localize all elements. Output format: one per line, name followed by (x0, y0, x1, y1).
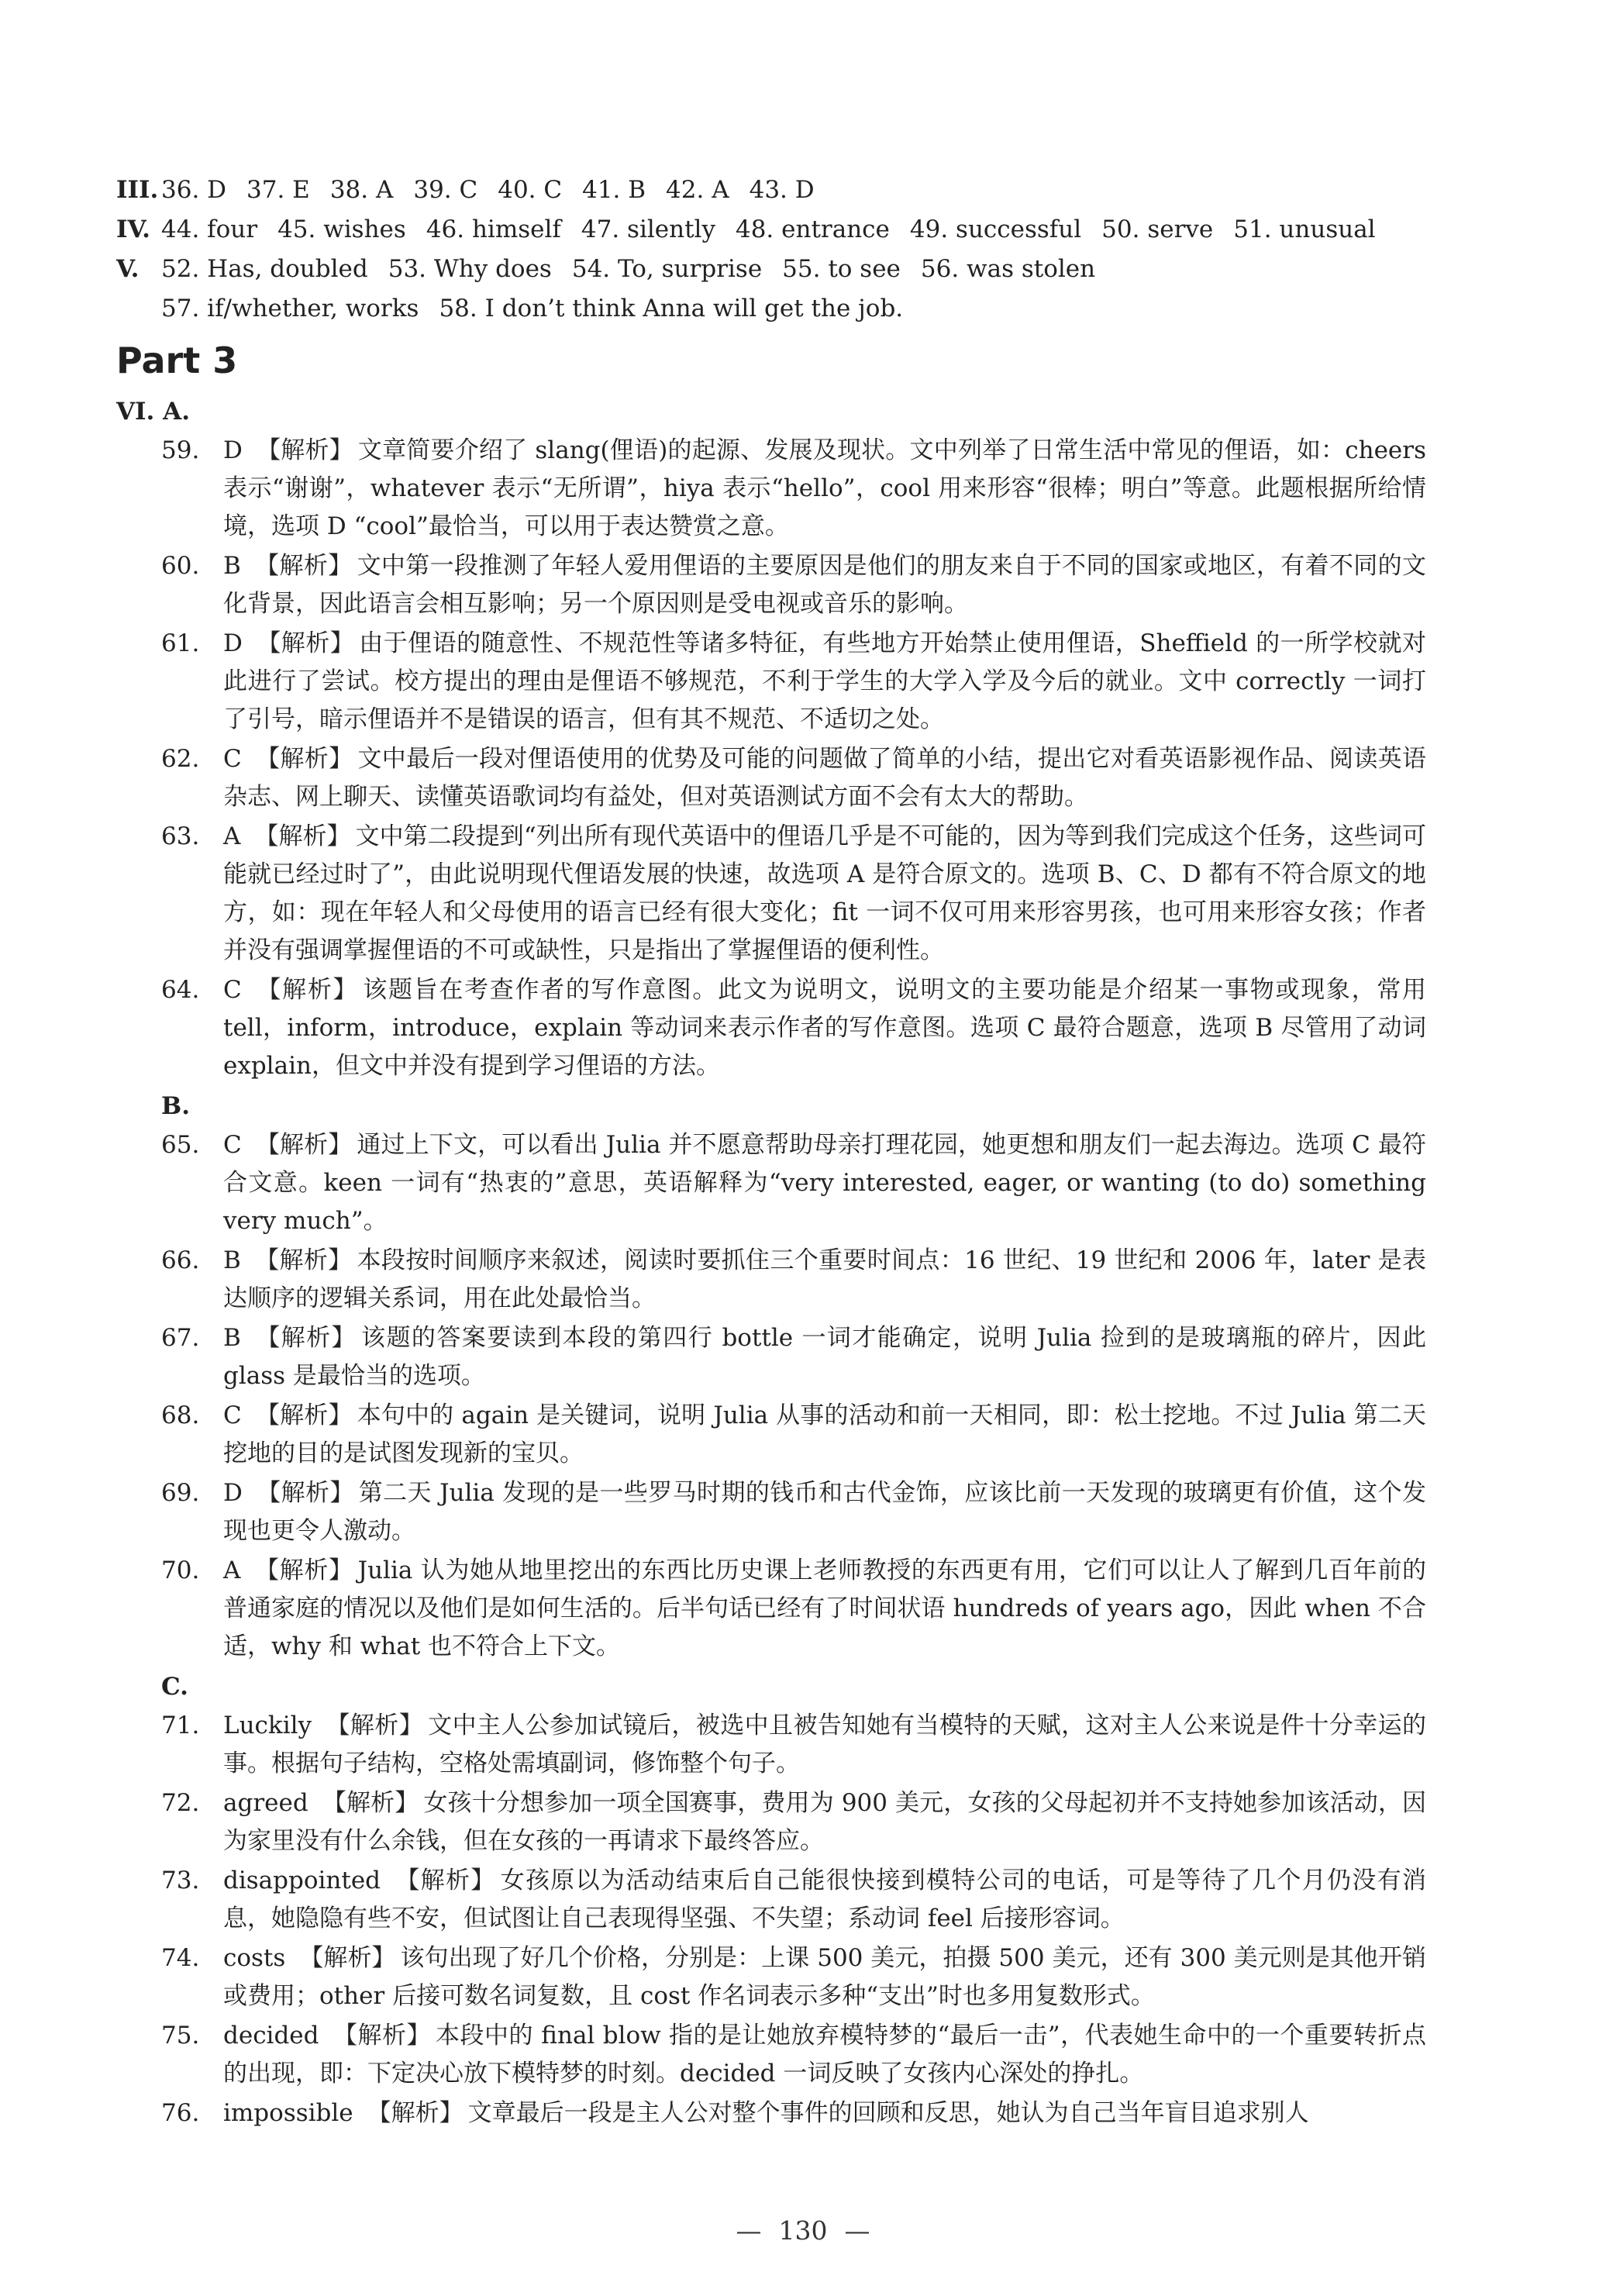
answer-item: 44. four (161, 215, 258, 243)
analysis-text: Julia 认为她从地里挖出的东西比历史课上老师教授的东西更有用，它们可以让人了解到几百年前的普通家庭的情况以及他们是如何生活的。后半句话已经有了时间状语 hundreds of years ago，因此 when 不合适，why 和 what 也不符合上下文。 (223, 1557, 1426, 1660)
analysis-tag: 【解析】 (255, 745, 353, 773)
analysis-tag: 【解析】 (254, 1557, 353, 1584)
question-64 (116, 971, 1426, 1085)
footer-dash: — (736, 2215, 762, 2246)
question-75 (116, 2017, 1426, 2093)
answer-item: 38. A (329, 176, 394, 204)
answer-item: 50. serve (1101, 215, 1214, 243)
analysis-tag: 【解析】 (299, 1944, 396, 1972)
question-answer: C (223, 1131, 242, 1159)
section-v (116, 250, 1426, 289)
section-vi-c-heading: C. (161, 1673, 188, 1701)
analysis-tag: 【解析】 (256, 436, 353, 464)
part-title: Part 3 (116, 340, 238, 381)
analysis-text: 文中第一段推测了年轻人爱用俚语的主要原因是他们的朋友来自于不同的国家或地区，有着不同的文化背景，因此语言会相互影响；另一个原因则是受电视或音乐的影响。 (223, 552, 1426, 618)
section-vi-b-heading: B. (161, 1092, 190, 1120)
analysis-tag: 【解析】 (256, 1479, 354, 1507)
section-vi-a-heading: VI. A. (116, 398, 190, 426)
analysis-tag: 【解析】 (326, 1712, 424, 1739)
question-answer: B (223, 1246, 241, 1274)
question-61 (116, 625, 1426, 739)
question-answer: A (223, 822, 241, 850)
question-number: 68. (161, 1401, 200, 1429)
section-label: III. (116, 176, 159, 204)
question-answer: Luckily (223, 1712, 312, 1739)
question-number: 76. (161, 2099, 200, 2127)
question-70 (116, 1552, 1426, 1666)
answer-item: 39. C (413, 176, 478, 204)
question-number: 75. (161, 2022, 200, 2050)
question-answer: D (223, 436, 243, 464)
question-answer: decided (223, 2022, 319, 2050)
answer-item: 43. D (749, 176, 815, 204)
answer-item: 51. unusual (1233, 215, 1376, 243)
analysis-tag: 【解析】 (254, 822, 351, 850)
question-answer: C (223, 745, 242, 773)
question-76 (116, 2094, 1426, 2132)
analysis-text: 文中最后一段对俚语使用的优势及可能的问题做了简单的小结，提出它对看英语影视作品、阅读英语杂志、网上聊天、读懂英语歌词均有益处，但对英语测试方面不会有太大的帮助。 (223, 745, 1427, 811)
question-number: 66. (161, 1246, 200, 1274)
answer-item: 52. Has, doubled (161, 255, 368, 283)
question-number: 60. (161, 552, 200, 580)
analysis-text: 由于俚语的随意性、不规范性等诸多特征，有些地方开始禁止使用俚语，Sheffield 的一所学校就对此进行了尝试。校方提出的理由是俚语不够规范，不利于学生的大学入学及今后的就业。文中 correctly 一词打了引号，暗示俚语并不是错误的语言，但有其不规范、不适切之处。 (223, 629, 1426, 733)
section-label: V. (116, 255, 140, 283)
answer-item: 48. entrance (735, 215, 890, 243)
analysis-text: 该题的答案要读到本段的第四行 bottle 一词才能确定，说明 Julia 捡到的是玻璃瓶的碎片，因此 glass 是最恰当的选项。 (223, 1324, 1426, 1390)
question-answer: D (223, 629, 243, 657)
question-answer: C (223, 1401, 242, 1429)
question-number: 61. (161, 629, 200, 657)
analysis-text: 该句出现了好几个价格，分别是：上课 500 美元，拍摄 500 美元，还有 300 美元则是其他开销或费用；other 后接可数名词复数，且 cost 作名词表示多种“支出”时也多用复数形式。 (223, 1944, 1426, 2010)
question-answer: B (223, 552, 241, 580)
answer-item: 40. C (498, 176, 563, 204)
answer-item: 42. A (666, 176, 729, 204)
analysis-text: 文中主人公参加试镜后，被选中且被告知她有当模特的天赋，这对主人公来说是件十分幸运的事。根据句子结构，空格处需填副词，修饰整个句子。 (223, 1712, 1426, 1777)
answer-item: 45. wishes (277, 215, 406, 243)
analysis-tag: 【解析】 (254, 1246, 353, 1274)
analysis-tag: 【解析】 (254, 1324, 357, 1352)
analysis-text: 女孩十分想参加一项全国赛事，费用为 900 美元，女孩的父母起初并不支持她参加该活动，因为家里没有什么余钱，但在女孩的一再请求下最终答应。 (223, 1789, 1427, 1855)
answer-page (116, 171, 1426, 2134)
analysis-tag: 【解析】 (322, 1789, 419, 1817)
analysis-tag: 【解析】 (395, 1867, 496, 1894)
answer-item: 47. silently (581, 215, 715, 243)
question-68 (116, 1397, 1426, 1473)
answer-item: 53. Why does (388, 255, 552, 283)
analysis-text: 文章最后一段是主人公对整个事件的回顾和反思，她认为自己当年盲目追求别人 (467, 2099, 1309, 2127)
question-73 (116, 1862, 1426, 1938)
question-number: 67. (161, 1324, 200, 1352)
question-67 (116, 1319, 1426, 1395)
answer-item: 58. I don’t think Anna will get the job. (439, 295, 904, 322)
question-number: 62. (161, 745, 200, 773)
question-69 (116, 1474, 1426, 1550)
question-62 (116, 740, 1426, 816)
question-answer: B (223, 1324, 241, 1352)
question-60 (116, 547, 1426, 623)
analysis-text: 文中第二段提到“列出所有现代英语中的俚语几乎是不可能的，因为等到我们完成这个任务，这些词可能就已经过时了”，由此说明现代俚语发展的快速，故选项 A 是符合原文的。选项 B、C、D 都有不符合原文的地方，如：现在年轻人和父母使用的语言已经有很大变化；fit 一词不仅可用来形容男孩，也可用来形容女孩；作者并没有强调掌握俚语的不可或缺性，只是指出了掌握俚语的便利性。 (223, 822, 1427, 964)
analysis-text: 第二天 Julia 发现的是一些罗马时期的钱币和古代金饰，应该比前一天发现的玻璃更有价值，这个发现也更令人激动。 (223, 1479, 1426, 1545)
analysis-tag: 【解析】 (333, 2022, 431, 2050)
analysis-text: 本句中的 again 是关键词，说明 Julia 从事的活动和前一天相同，即：松土挖地。不过 Julia 第二天挖地的目的是试图发现新的宝贝。 (223, 1401, 1427, 1467)
analysis-text: 文章简要介绍了 slang(俚语)的起源、发展及现状。文中列举了日常生活中常见的俚语，如：cheers 表示“谢谢”，whatever 表示“无所谓”，hiya 表示“hello”，cool 用来形容“很棒；明白”等意。此题根据所给情境，选项 D “cool”最恰当，可以用于表达赞赏之意。 (223, 436, 1426, 540)
page-footer (0, 2215, 1606, 2246)
question-number: 63. (161, 822, 200, 850)
page-number: 130 (778, 2215, 828, 2246)
analysis-text: 本段按时间顺序来叙述，阅读时要抓住三个重要时间点：16 世纪、19 世纪和 2006 年，later 是表达顺序的逻辑关系词，用在此处最恰当。 (223, 1246, 1427, 1312)
question-63 (116, 818, 1426, 970)
section-iii (116, 171, 1426, 210)
question-59 (116, 432, 1426, 546)
analysis-text: 女孩原以为活动结束后自己能很快接到模特公司的电话，可是等待了几个月仍没有消息，她隐隐有些不安，但试图让自己表现得坚强、不失望；系动词 feel 后接形容词。 (223, 1867, 1427, 1932)
answer-item: 55. to see (782, 255, 901, 283)
answer-item: 57. if/whether, works (161, 295, 419, 322)
answer-item: 36. D (161, 176, 227, 204)
analysis-text: 本段中的 final blow 指的是让她放弃模特梦的“最后一击”，代表她生命中的一个重要转折点的出现，即：下定决心放下模特梦的时刻。decided 一词反映了女孩内心深处的挣扎。 (223, 2022, 1426, 2087)
analysis-text: 该题旨在考查作者的写作意图。此文为说明文，说明文的主要功能是介绍某一事物或现象，常用 tell，inform，introduce，explain 等动词来表示作者的写作意图。选项 C 最符合题意，选项 B 尽管用了动词 explain，但文中并没有提到学习俚语的方法。 (223, 976, 1427, 1080)
question-66 (116, 1242, 1426, 1318)
section-label: IV. (116, 215, 150, 243)
question-answer: C (223, 976, 242, 1004)
question-answer: A (223, 1557, 241, 1584)
question-number: 64. (161, 976, 200, 1004)
answer-item: 37. E (246, 176, 310, 204)
answer-item: 41. B (582, 176, 646, 204)
question-number: 72. (161, 1789, 200, 1817)
question-answer: costs (223, 1944, 286, 1972)
question-answer: impossible (223, 2099, 353, 2127)
question-number: 69. (161, 1479, 200, 1507)
question-65 (116, 1126, 1426, 1240)
analysis-tag: 【解析】 (255, 1401, 353, 1429)
analysis-tag: 【解析】 (256, 629, 355, 657)
analysis-tag: 【解析】 (254, 552, 353, 580)
question-72 (116, 1784, 1426, 1860)
footer-dash: — (844, 2215, 870, 2246)
answer-item: 49. successful (909, 215, 1082, 243)
analysis-tag: 【解析】 (255, 976, 359, 1004)
question-answer: disappointed (223, 1867, 381, 1894)
question-74 (116, 1939, 1426, 2015)
analysis-tag: 【解析】 (367, 2099, 464, 2127)
question-number: 65. (161, 1131, 200, 1159)
question-71 (116, 1707, 1426, 1783)
section-iv (116, 210, 1426, 250)
answer-item: 46. himself (426, 215, 561, 243)
answer-item: 56. was stolen (920, 255, 1096, 283)
question-number: 73. (161, 1867, 200, 1894)
analysis-tag: 【解析】 (255, 1131, 353, 1159)
answer-item: 54. To, surprise (571, 255, 763, 283)
question-number: 74. (161, 1944, 200, 1972)
analysis-text: 通过上下文，可以看出 Julia 并不愿意帮助母亲打理花园，她更想和朋友们一起去海边。选项 C 最符合文意。keen 一词有“热衷的”意思，英语解释为“very interested, eager, or wanting (to do) something very much”。 (223, 1131, 1426, 1235)
question-answer: agreed (223, 1789, 308, 1817)
question-number: 59. (161, 436, 200, 464)
section-v-continued (116, 289, 1426, 329)
question-number: 70. (161, 1557, 200, 1584)
question-number: 71. (161, 1712, 200, 1739)
question-answer: D (223, 1479, 243, 1507)
